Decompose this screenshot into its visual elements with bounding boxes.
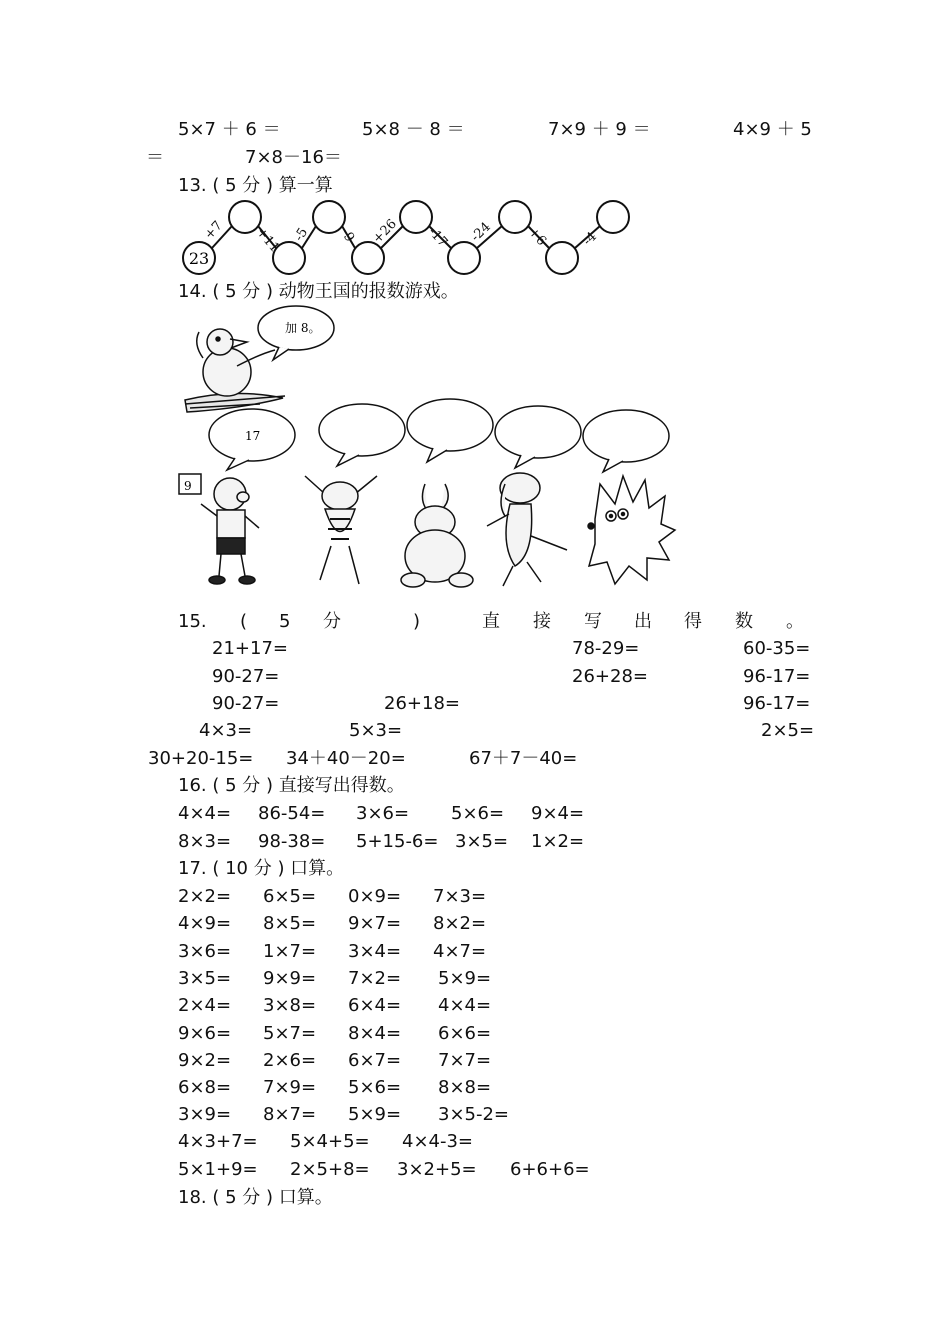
q17-item: 7×3= xyxy=(433,886,487,907)
bird-speech-text: 加 8。 xyxy=(285,321,321,335)
tiger-picture xyxy=(305,476,377,584)
q15-title: 15. ( 5 分 ) 直 接 写 出 得 数 。 xyxy=(178,611,804,632)
q17-item: 9×2= xyxy=(178,1050,232,1071)
q15-item: 26+28= xyxy=(572,666,648,687)
q15-item: 96-17= xyxy=(743,693,811,714)
q16-item: 9×4= xyxy=(531,803,585,824)
q15-item: 4×3= xyxy=(199,720,253,741)
answer-circle xyxy=(229,201,261,233)
q16-item: 8×3= xyxy=(178,831,232,852)
q15-item: 60-35= xyxy=(743,638,811,659)
q17-item: 4×7= xyxy=(433,941,487,962)
q15-item: 78-29= xyxy=(572,638,640,659)
q17-item: 7×9= xyxy=(263,1077,317,1098)
answer-circle xyxy=(352,242,384,274)
q14-animal-illustration xyxy=(175,304,685,604)
answer-circle xyxy=(448,242,480,274)
q17-title: 17. ( 10 分 ) 口算。 xyxy=(178,858,345,879)
q17-item: 6+6+6= xyxy=(510,1159,590,1180)
q17-item: 7×2= xyxy=(348,968,402,989)
q13-op: -9 xyxy=(337,226,358,245)
q17-item: 6×4= xyxy=(348,995,402,1016)
expr-top-1: 5×7 ＋ 6 ＝ xyxy=(178,119,281,140)
q17-item: 2×2= xyxy=(178,886,232,907)
q15-item: 2×5= xyxy=(761,720,815,741)
q17-item: 5×9= xyxy=(348,1104,402,1125)
q13-op: +11 xyxy=(252,224,283,256)
speech-bubble-dog xyxy=(495,406,581,468)
q17-item: 6×5= xyxy=(263,886,317,907)
q17-item: 8×7= xyxy=(263,1104,317,1125)
q17-item: 4×9= xyxy=(178,913,232,934)
pig-sign-number: 9 xyxy=(184,479,192,493)
q17-item: 3×8= xyxy=(263,995,317,1016)
q17-item: 9×9= xyxy=(263,968,317,989)
q15-item: 90-27= xyxy=(212,666,280,687)
q17-item: 5×9= xyxy=(438,968,492,989)
q17-item: 0×9= xyxy=(348,886,402,907)
q13-op: +7 xyxy=(201,218,226,243)
q15-item: 34＋40－20= xyxy=(286,748,406,769)
q16-item: 98-38= xyxy=(258,831,326,852)
q17-item: 2×6= xyxy=(263,1050,317,1071)
expr-top-3: 7×9 ＋ 9 ＝ xyxy=(548,119,651,140)
q13-chain-diagram xyxy=(170,198,640,278)
q15-item: 67＋7－40= xyxy=(469,748,578,769)
answer-circle xyxy=(313,201,345,233)
q17-item: 3×5-2= xyxy=(438,1104,510,1125)
q16-item: 5×6= xyxy=(451,803,505,824)
q17-item: 5×6= xyxy=(348,1077,402,1098)
q17-item: 2×4= xyxy=(178,995,232,1016)
q17-item: 5×1+9= xyxy=(178,1159,258,1180)
q17-item: 8×4= xyxy=(348,1023,402,1044)
q13-op: -24 xyxy=(468,219,494,245)
q17-item: 4×4= xyxy=(438,995,492,1016)
answer-circle xyxy=(400,201,432,233)
q14-title: 14. ( 5 分 ) 动物王国的报数游戏。 xyxy=(178,281,459,302)
q16-item: 4×4= xyxy=(178,803,232,824)
q17-item: 1×7= xyxy=(263,941,317,962)
q16-item: 3×6= xyxy=(356,803,410,824)
q17-item: 5×4+5= xyxy=(290,1131,370,1152)
q15-item: 21+17= xyxy=(212,638,288,659)
q13-title: 13. ( 5 分 ) 算一算 xyxy=(178,175,333,196)
q15-item: 90-27= xyxy=(212,693,280,714)
q16-title: 16. ( 5 分 ) 直接写出得数。 xyxy=(178,775,405,796)
q17-item: 6×8= xyxy=(178,1077,232,1098)
q17-item: 6×7= xyxy=(348,1050,402,1071)
expr-top-4: 4×9 ＋ 5 xyxy=(733,119,812,140)
q18-title: 18. ( 5 分 ) 口算。 xyxy=(178,1187,333,1208)
answer-circle xyxy=(546,242,578,274)
q17-item: 6×6= xyxy=(438,1023,492,1044)
q13-start-value: 23 xyxy=(188,249,210,268)
q16-item: 86-54= xyxy=(258,803,326,824)
q15-item: 26+18= xyxy=(384,693,460,714)
speech-bubble-hedgehog xyxy=(583,410,669,472)
q17-item: 3×6= xyxy=(178,941,232,962)
q13-op: -5 xyxy=(291,225,312,245)
q17-item: 2×5+8= xyxy=(290,1159,370,1180)
expr-top-5: 7×8－16＝ xyxy=(245,147,342,168)
dog-picture xyxy=(487,473,567,586)
q17-item: 3×5= xyxy=(178,968,232,989)
q13-op: +6 xyxy=(525,224,550,249)
q17-item: 5×7= xyxy=(263,1023,317,1044)
q17-item: 3×4= xyxy=(348,941,402,962)
q16-item: 3×5= xyxy=(455,831,509,852)
q17-item: 9×6= xyxy=(178,1023,232,1044)
q17-item: 4×4-3= xyxy=(402,1131,474,1152)
rabbit-picture xyxy=(401,484,473,587)
q17-item: 4×3+7= xyxy=(178,1131,258,1152)
q15-item: 30+20-15= xyxy=(148,748,254,769)
q13-op: -4 xyxy=(580,229,600,249)
expr-top-2: 5×8 － 8 ＝ xyxy=(362,119,465,140)
q16-item: 1×2= xyxy=(531,831,585,852)
q15-item: 5×3= xyxy=(349,720,403,741)
q17-item: 3×2+5= xyxy=(397,1159,477,1180)
q16-item: 5+15-6= xyxy=(356,831,439,852)
answer-circle xyxy=(597,201,629,233)
q17-item: 7×7= xyxy=(438,1050,492,1071)
answer-circle xyxy=(499,201,531,233)
q13-op: +26 xyxy=(370,216,400,247)
speech-bubble-tiger xyxy=(319,404,405,466)
first-bubble-number: 17 xyxy=(245,429,261,443)
q17-item: 8×2= xyxy=(433,913,487,934)
q13-op: -17 xyxy=(425,224,451,251)
q17-item: 8×5= xyxy=(263,913,317,934)
q17-item: 9×7= xyxy=(348,913,402,934)
speech-bubble-rabbit xyxy=(407,399,493,462)
q15-item: 96-17= xyxy=(743,666,811,687)
q17-item: 8×8= xyxy=(438,1077,492,1098)
q17-item: 3×9= xyxy=(178,1104,232,1125)
hedgehog-picture xyxy=(588,476,675,584)
expr-top-wrap-eq: ＝ xyxy=(146,147,164,168)
